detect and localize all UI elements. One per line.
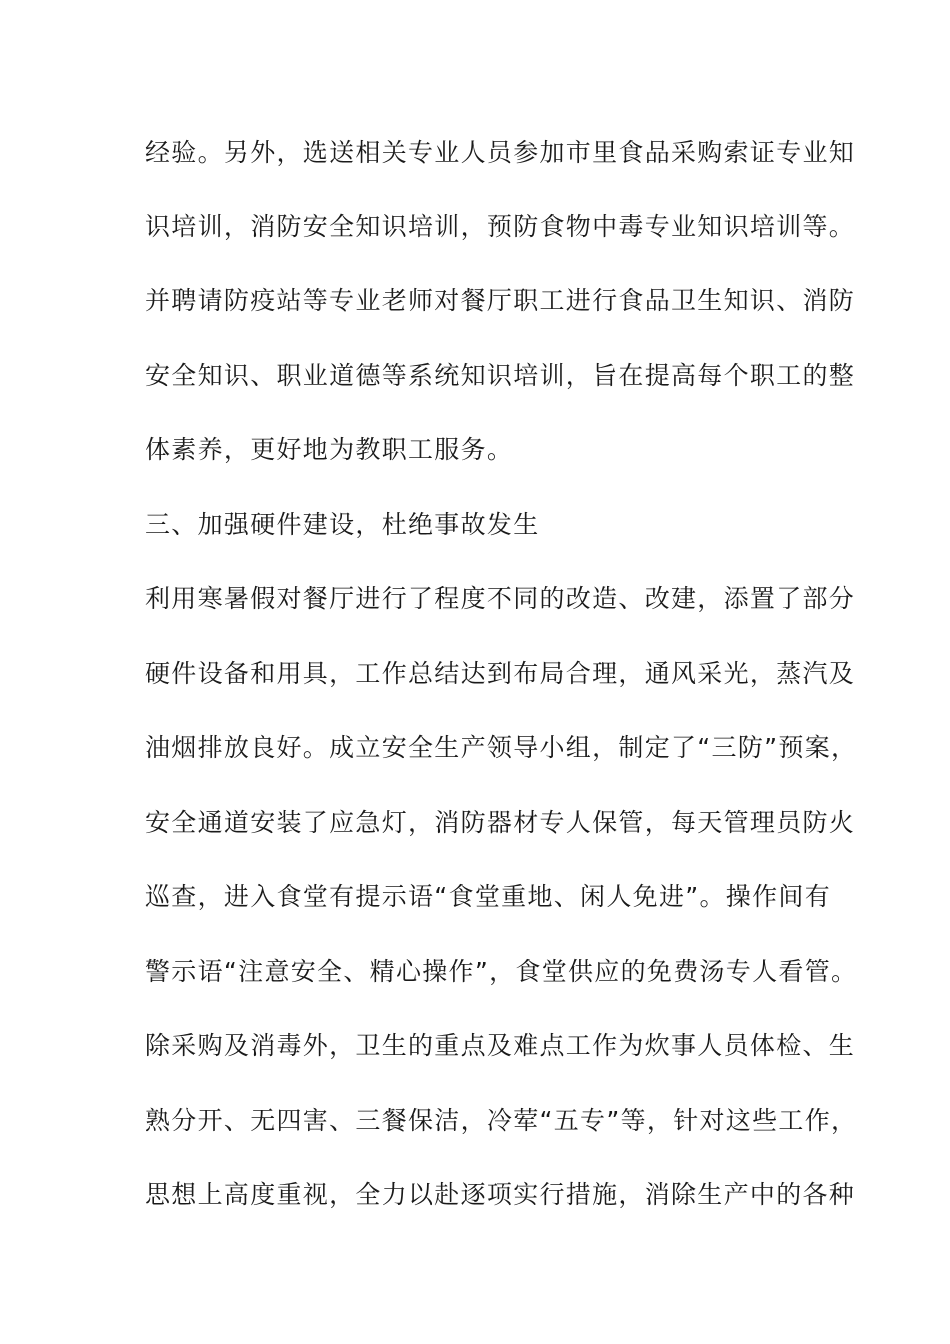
paragraph-line-13: 熟分开、无四害、三餐保洁，冷荤“五专”等，针对这些工作， bbox=[145, 1106, 858, 1135]
paragraph-line-12: 除采购及消毒外，卫生的重点及难点工作为炊事人员体检、生 bbox=[145, 1031, 856, 1060]
paragraph-line-1: 经验。另外，选送相关专业人员参加市里食品采购索证专业知 bbox=[145, 138, 856, 167]
paragraph-line-11: 警示语“注意安全、精心操作”，食堂供应的免费汤专人看管。 bbox=[145, 957, 858, 986]
paragraph-line-6: 利用寒暑假对餐厅进行了程度不同的改造、改建，添置了部分 bbox=[145, 584, 856, 613]
paragraph-line-9: 安全通道安装了应急灯，消防器材专人保管，每天管理员防火 bbox=[145, 808, 856, 837]
paragraph-line-3: 并聘请防疫站等专业老师对餐厅职工进行食品卫生知识、消防 bbox=[145, 286, 856, 315]
paragraph-line-7: 硬件设备和用具，工作总结达到布局合理，通风采光，蒸汽及 bbox=[145, 659, 856, 688]
paragraph-line-8: 油烟排放良好。成立安全生产领导小组，制定了“三防”预案， bbox=[145, 733, 858, 762]
paragraph-line-4: 安全知识、职业道德等系统知识培训，旨在提高每个职工的整 bbox=[145, 361, 856, 390]
paragraph-line-2: 识培训，消防安全知识培训，预防食物中毒专业知识培训等。 bbox=[145, 212, 856, 241]
paragraph-line-14: 思想上高度重视，全力以赴逐项实行措施，消除生产中的各种 bbox=[145, 1180, 856, 1209]
paragraph-line-5: 体素养，更好地为教职工服务。 bbox=[145, 435, 514, 464]
section-heading: 三、加强硬件建设，杜绝事故发生 bbox=[145, 510, 540, 539]
paragraph-line-10: 巡查，进入食堂有提示语“食堂重地、闲人免进”。操作间有 bbox=[145, 882, 832, 911]
